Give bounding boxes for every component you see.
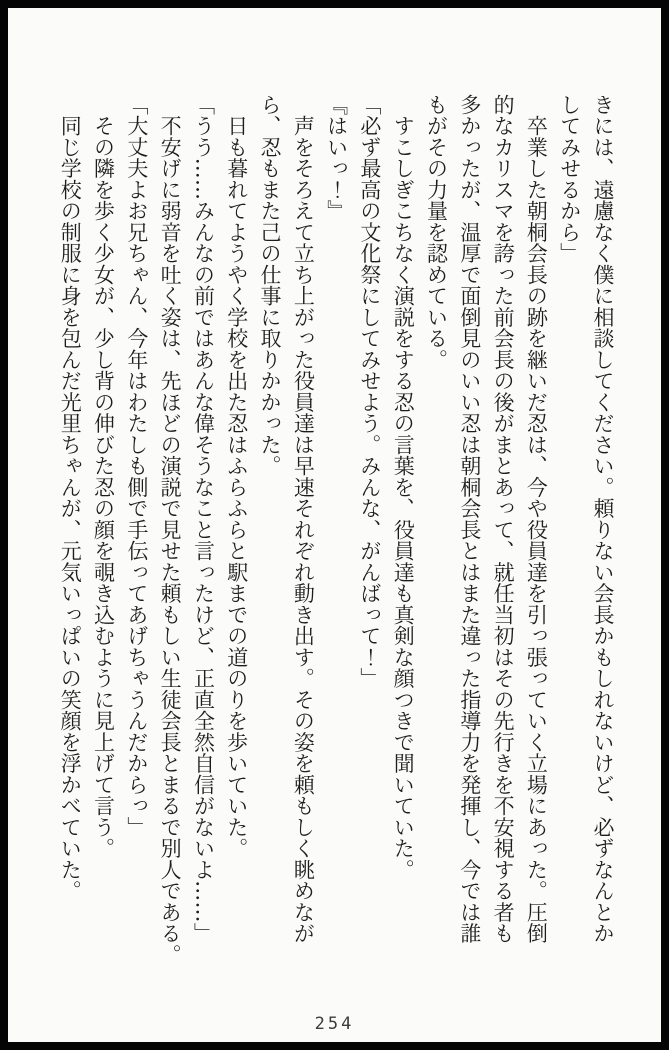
text-line: 日も暮れてようやく学校を出た忍はふらふらと駅までの道のりを歩いていた。 — [224, 94, 249, 859]
text-block — [53, 94, 619, 966]
text-line: 『はいっ！』 — [324, 94, 349, 222]
text-line: きには、遠慮なく僕に相談してください。頼りない会長かもしれないけど、必ずなんとか — [591, 94, 615, 944]
text-line: 同じ学校の制服に身を包んだ光里ちゃんが、元気いっぱいの笑顔を浮かべていた。 — [58, 94, 83, 902]
text-line: 「大丈夫よお兄ちゃん、今年はわたしも側で手伝ってあげちゃうんだからっ」 — [124, 94, 149, 838]
text-line: 多かったが、温厚で面倒見のいい忍は朝桐会長とはまた違った指導力を発揮し、今では誰 — [457, 94, 482, 944]
page-number: 254 — [314, 1014, 355, 1034]
text-line: 不安げに弱音を吐く姿は、先ほどの演説で見せた頼もしい生徒会長とまるで別人である。 — [158, 94, 183, 966]
text-line: すこしぎこちなく演説をする忍の言葉を、役員達も真剣な顔つきで聞いていた。 — [391, 94, 416, 881]
text-line: 卒業した朝桐会長の跡を継いだ忍は、今や役員達を引っ張っていく立場にあった。圧倒 — [524, 94, 549, 944]
text-line: 声をそろえて立ち上がった役員達は早速それぞれ動き出す。その姿を頼もしく眺めなが — [291, 94, 316, 944]
text-line: 的なカリスマを誇った前会長の後がまとあって、就任当初はその先行きを不安視する者も — [491, 94, 516, 944]
text-line: ら、忍もまた己の仕事に取りかかった。 — [258, 94, 283, 477]
text-line: 「必ず最高の文化祭にしてみせよう。みんな、がんばって！」 — [357, 94, 382, 689]
text-line: もがその力量を認めている。 — [424, 94, 449, 371]
text-line: してみせるから」 — [557, 94, 582, 264]
text-line: その隣を歩く少女が、少し背の伸びた忍の顔を覗き込むように見上げて言う。 — [91, 94, 116, 859]
text-line: 「うう……みんなの前ではあんな偉そうなこと言ったけど、正直全然自信がないよ……」 — [191, 94, 216, 944]
